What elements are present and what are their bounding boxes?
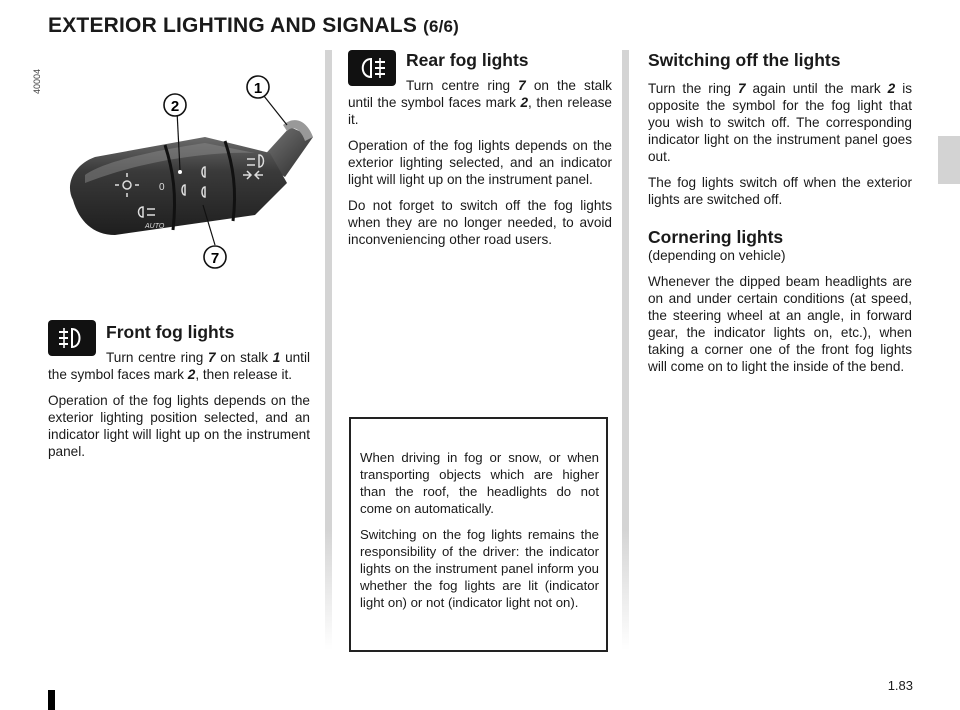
section-indicator: (6/6)	[423, 17, 460, 36]
page-title	[48, 14, 459, 38]
cornering-description: Whenever the dipped beam headlights are on and under certain conditions (at speed, the steering wheel at an angle, in forward gear, the indicator lights on, etc.), when taking a corner one of the front fog lights will come on to light the inside of the bend.	[648, 274, 912, 374]
front-fog-instruction: Turn centre ring 7 on stalk 1 until the symbol faces mark 2, then release it.	[48, 350, 311, 382]
callout-1	[247, 76, 269, 98]
image-code	[32, 56, 46, 96]
switching-off-heading: Switching off the lights	[648, 50, 841, 70]
callout-label: 7	[210, 250, 220, 267]
rear-fog-reminder: Do not forget to switch off the fog lights when they are no longer needed, to avoid inconveniencing other road users.	[348, 198, 612, 247]
cornering-heading: Cornering lights	[648, 227, 784, 247]
page-number: 1.83	[887, 678, 913, 693]
mark-2-dot	[178, 170, 182, 174]
callout-label: 1	[253, 80, 263, 97]
crop-mark	[48, 690, 55, 710]
column-divider	[622, 50, 629, 650]
callout-7	[204, 246, 226, 268]
callout-label: 2	[170, 98, 180, 115]
note-paragraph: Switching on the fog lights remains the responsibility of the driver: the indicator lights on the instrument panel inform you whether the fog lights are lit (indicator light on) or not (indicator light not on).	[360, 527, 599, 610]
off-position-label: 0	[159, 182, 165, 193]
rear-fog-heading: Rear fog lights	[406, 50, 529, 70]
rear-fog-operation: Operation of the fog lights depends on the exterior lighting selected, and an indicator light will light up on the instrument panel.	[348, 138, 612, 187]
switching-off-section	[648, 80, 912, 208]
cornering-subheading: (depending on vehicle)	[648, 248, 786, 263]
switching-off-instruction: Turn the ring 7 again until the mark 2 is opposite the symbol for the fog light that you wish to switch off. The corresponding indicator light on the instrument panel goes out.	[648, 81, 913, 164]
stalk-illustration	[55, 65, 320, 280]
note-box	[349, 417, 608, 652]
cornering-section	[648, 247, 912, 375]
front-fog-operation: Operation of the fog lights depends on the exterior lighting position selected, and an indicator light will light up on the instrument panel.	[48, 393, 310, 459]
note-paragraph: When driving in fog or snow, or when transporting objects which are higher than the roof, the headlights do not come on automatically.	[360, 450, 599, 516]
front-fog-section	[48, 349, 310, 460]
switching-off-note: The fog lights switch off when the exterior lights are switched off.	[648, 175, 912, 207]
column-divider	[325, 50, 332, 650]
image-code-text: 40004	[32, 68, 42, 94]
rear-fog-instruction: Turn centre ring 7 on the stalk until the symbol faces mark 2, then release it.	[348, 78, 612, 127]
callout-2	[164, 94, 186, 116]
rear-fog-section	[348, 77, 612, 248]
front-fog-heading: Front fog lights	[106, 322, 235, 342]
page-title-text: EXTERIOR LIGHTING AND SIGNALS	[48, 14, 418, 37]
chapter-tab	[938, 136, 960, 184]
auto-position-label: AUTO	[145, 223, 165, 230]
